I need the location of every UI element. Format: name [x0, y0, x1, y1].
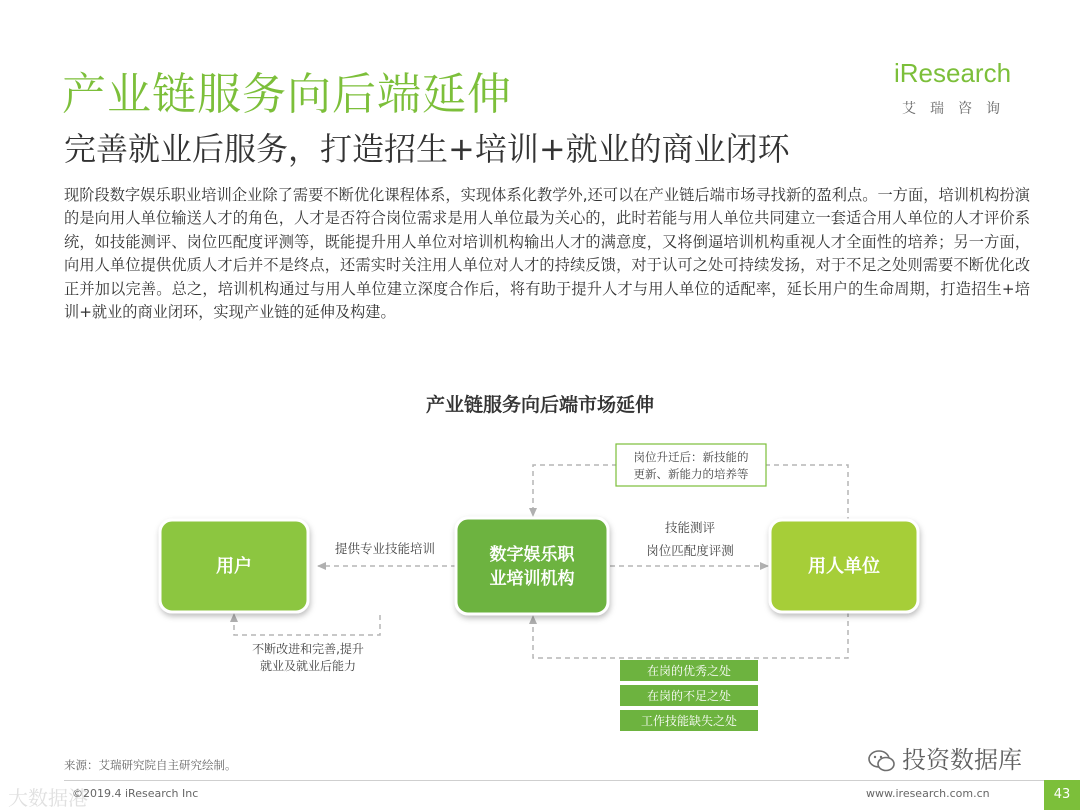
skill-test-label: 技能测评 [664, 520, 716, 535]
institution-node-label-1: 数字娱乐职 [489, 545, 575, 565]
body-paragraph: 现阶段数字娱乐职业培训企业除了需要不断优化课程体系，实现体系化教学外,还可以在产业链后端市场寻找新的盈利点。一方面，培训机构扮演的是向用人单位输送人才的角色，人才是否符合岗位需求是用人单位最为关心的，此时若能与用人单位共同建立一套适合用人单位的人才评价系统，如技能测评、岗位匹配度评测等，既能提升用人单位对培训机构输出人才的满意度，又将倒逼培训机构重视人才全面性的培养；另一方面，向用人单位提供优质人才后并不是终点，还需实时关注用人单位对人才的持续反馈，对于认可之处可持续发扬，对于不足之处则需要不断优化改正并加以完善。总之，培训机构通过与用人单位建立深度合作后，将有助于提升人才与用人单位的适配率，延长用户的生命周期，打造招生+培训+就业的商业闭环，实现产业链的延伸及构建。 [64, 186, 1030, 322]
page-subtitle: 完善就业后服务，打造招生+培训+就业的商业闭环 [64, 130, 790, 168]
improve-label-line2: 就业及就业后能力 [259, 659, 357, 673]
copyright: ©2019.4 iResearch Inc [72, 787, 199, 800]
watermark-left: 大数据港 [8, 786, 88, 810]
job-match-label: 岗位匹配度评测 [646, 543, 734, 558]
iresearch-logo [888, 58, 1038, 128]
promotion-label-line2: 更新、新能力的培养等 [633, 467, 749, 481]
watermark [868, 740, 1022, 775]
institution-node-label-2: 业培训机构 [489, 569, 575, 589]
feedback-item-3: 工作技能缺失之处 [640, 714, 738, 728]
logo-chinese: 艾瑞咨询 [902, 101, 1014, 117]
value-chain-diagram [0, 430, 1080, 750]
institution-node [456, 518, 608, 614]
bottom-right-loop-line [533, 612, 848, 658]
provide-training-label: 提供专业技能培训 [334, 541, 436, 556]
wechat-icon [868, 750, 896, 772]
improve-label-line1: 不断改进和完善,提升 [252, 642, 364, 656]
diagram-title: 产业链服务向后端市场延伸 [425, 394, 654, 416]
user-node-label: 用户 [216, 556, 252, 577]
page-number: 43 [1044, 780, 1080, 810]
website-link[interactable]: www.iresearch.com.cn [866, 787, 990, 800]
footer-divider [64, 780, 1080, 781]
feedback-item-1: 在岗的优秀之处 [646, 664, 732, 678]
source-note: 来源：艾瑞研究院自主研究绘制。 [64, 758, 237, 772]
feedback-item-2: 在岗的不足之处 [646, 689, 732, 703]
page-title: 产业链服务向后端延伸 [62, 69, 512, 120]
promotion-label-line1: 岗位升迁后：新技能的 [633, 450, 749, 464]
bottom-left-loop-line [234, 614, 380, 635]
employer-node-label: 用人单位 [808, 556, 880, 577]
logo-wordmark: iResearch [894, 58, 1012, 88]
watermark-text: 投资数据库 [902, 746, 1022, 774]
